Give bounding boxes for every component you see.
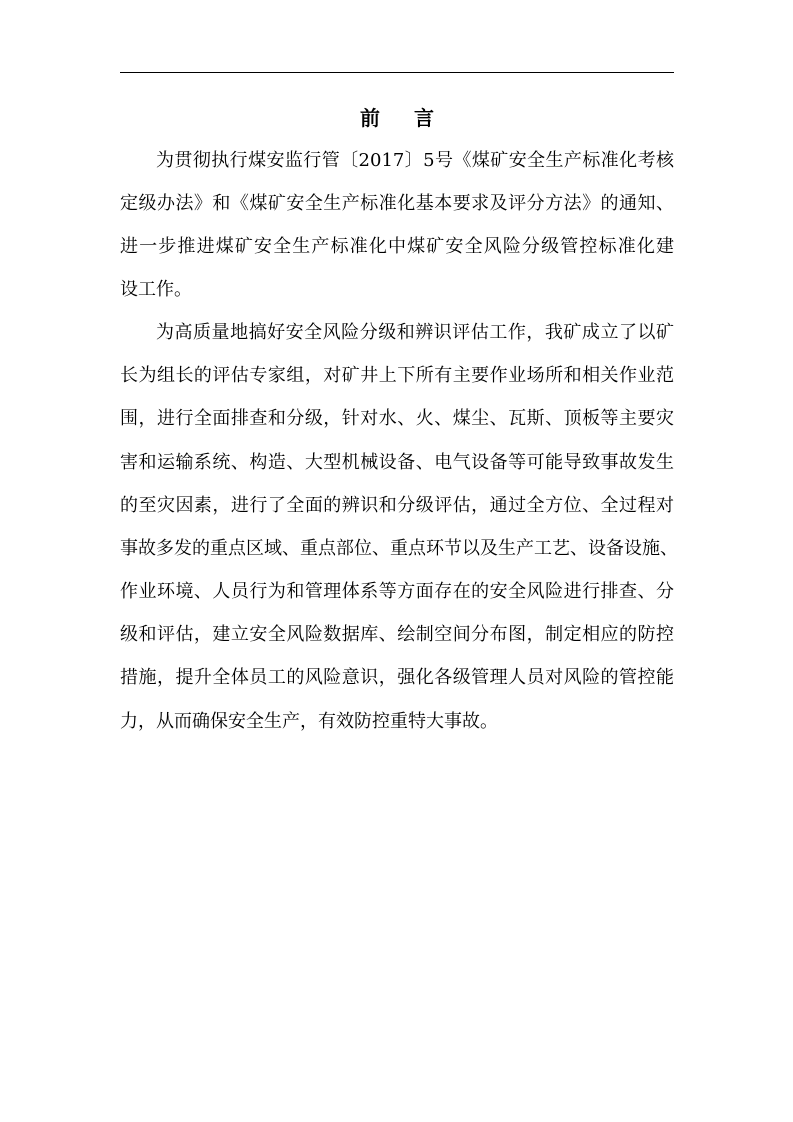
paragraph-line: 级和评估，建立安全风险数据库、绘制空间分布图，制定相应的防控 [120, 624, 674, 645]
paragraph-line: 进一步推进煤矿安全生产标准化中煤矿安全风险分级管控标准化建 [120, 236, 674, 257]
header-rule [120, 72, 674, 73]
paragraph-line: 为高质量地搞好安全风险分级和辨识评估工作，我矿成立了以矿 [156, 322, 674, 343]
paragraph-line: 作业环境、人员行为和管理体系等方面存在的安全风险进行排查、分 [120, 581, 674, 602]
paragraph-line: 设工作。 [120, 279, 192, 300]
paragraph-line: 长为组长的评估专家组，对矿井上下所有主要作业场所和相关作业范 [120, 365, 674, 386]
paragraph-line: 定级办法》和《煤矿安全生产标准化基本要求及评分方法》的通知、 [120, 193, 674, 214]
paragraph-line: 力，从而确保安全生产，有效防控重特大事故。 [120, 711, 498, 732]
paragraph-line: 害和运输系统、构造、大型机械设备、电气设备等可能导致事故发生 [120, 452, 674, 473]
title-char-2: 言 [414, 106, 434, 130]
paragraph-line: 围，进行全面排查和分级，针对水、火、煤尘、瓦斯、顶板等主要灾 [120, 408, 674, 429]
page-title [120, 102, 674, 134]
paragraph-line: 的至灾因素，进行了全面的辨识和分级评估，通过全方位、全过程对 [120, 495, 674, 516]
paragraph-line: 为贯彻执行煤安监行管〔2017〕5号《煤矿安全生产标准化考核 [156, 150, 674, 171]
title-char-1: 前 [360, 106, 380, 130]
paragraph-line: 事故多发的重点区域、重点部位、重点环节以及生产工艺、设备设施、 [120, 538, 678, 559]
paragraph-line: 措施，提升全体员工的风险意识，强化各级管理人员对风险的管控能 [120, 667, 674, 688]
